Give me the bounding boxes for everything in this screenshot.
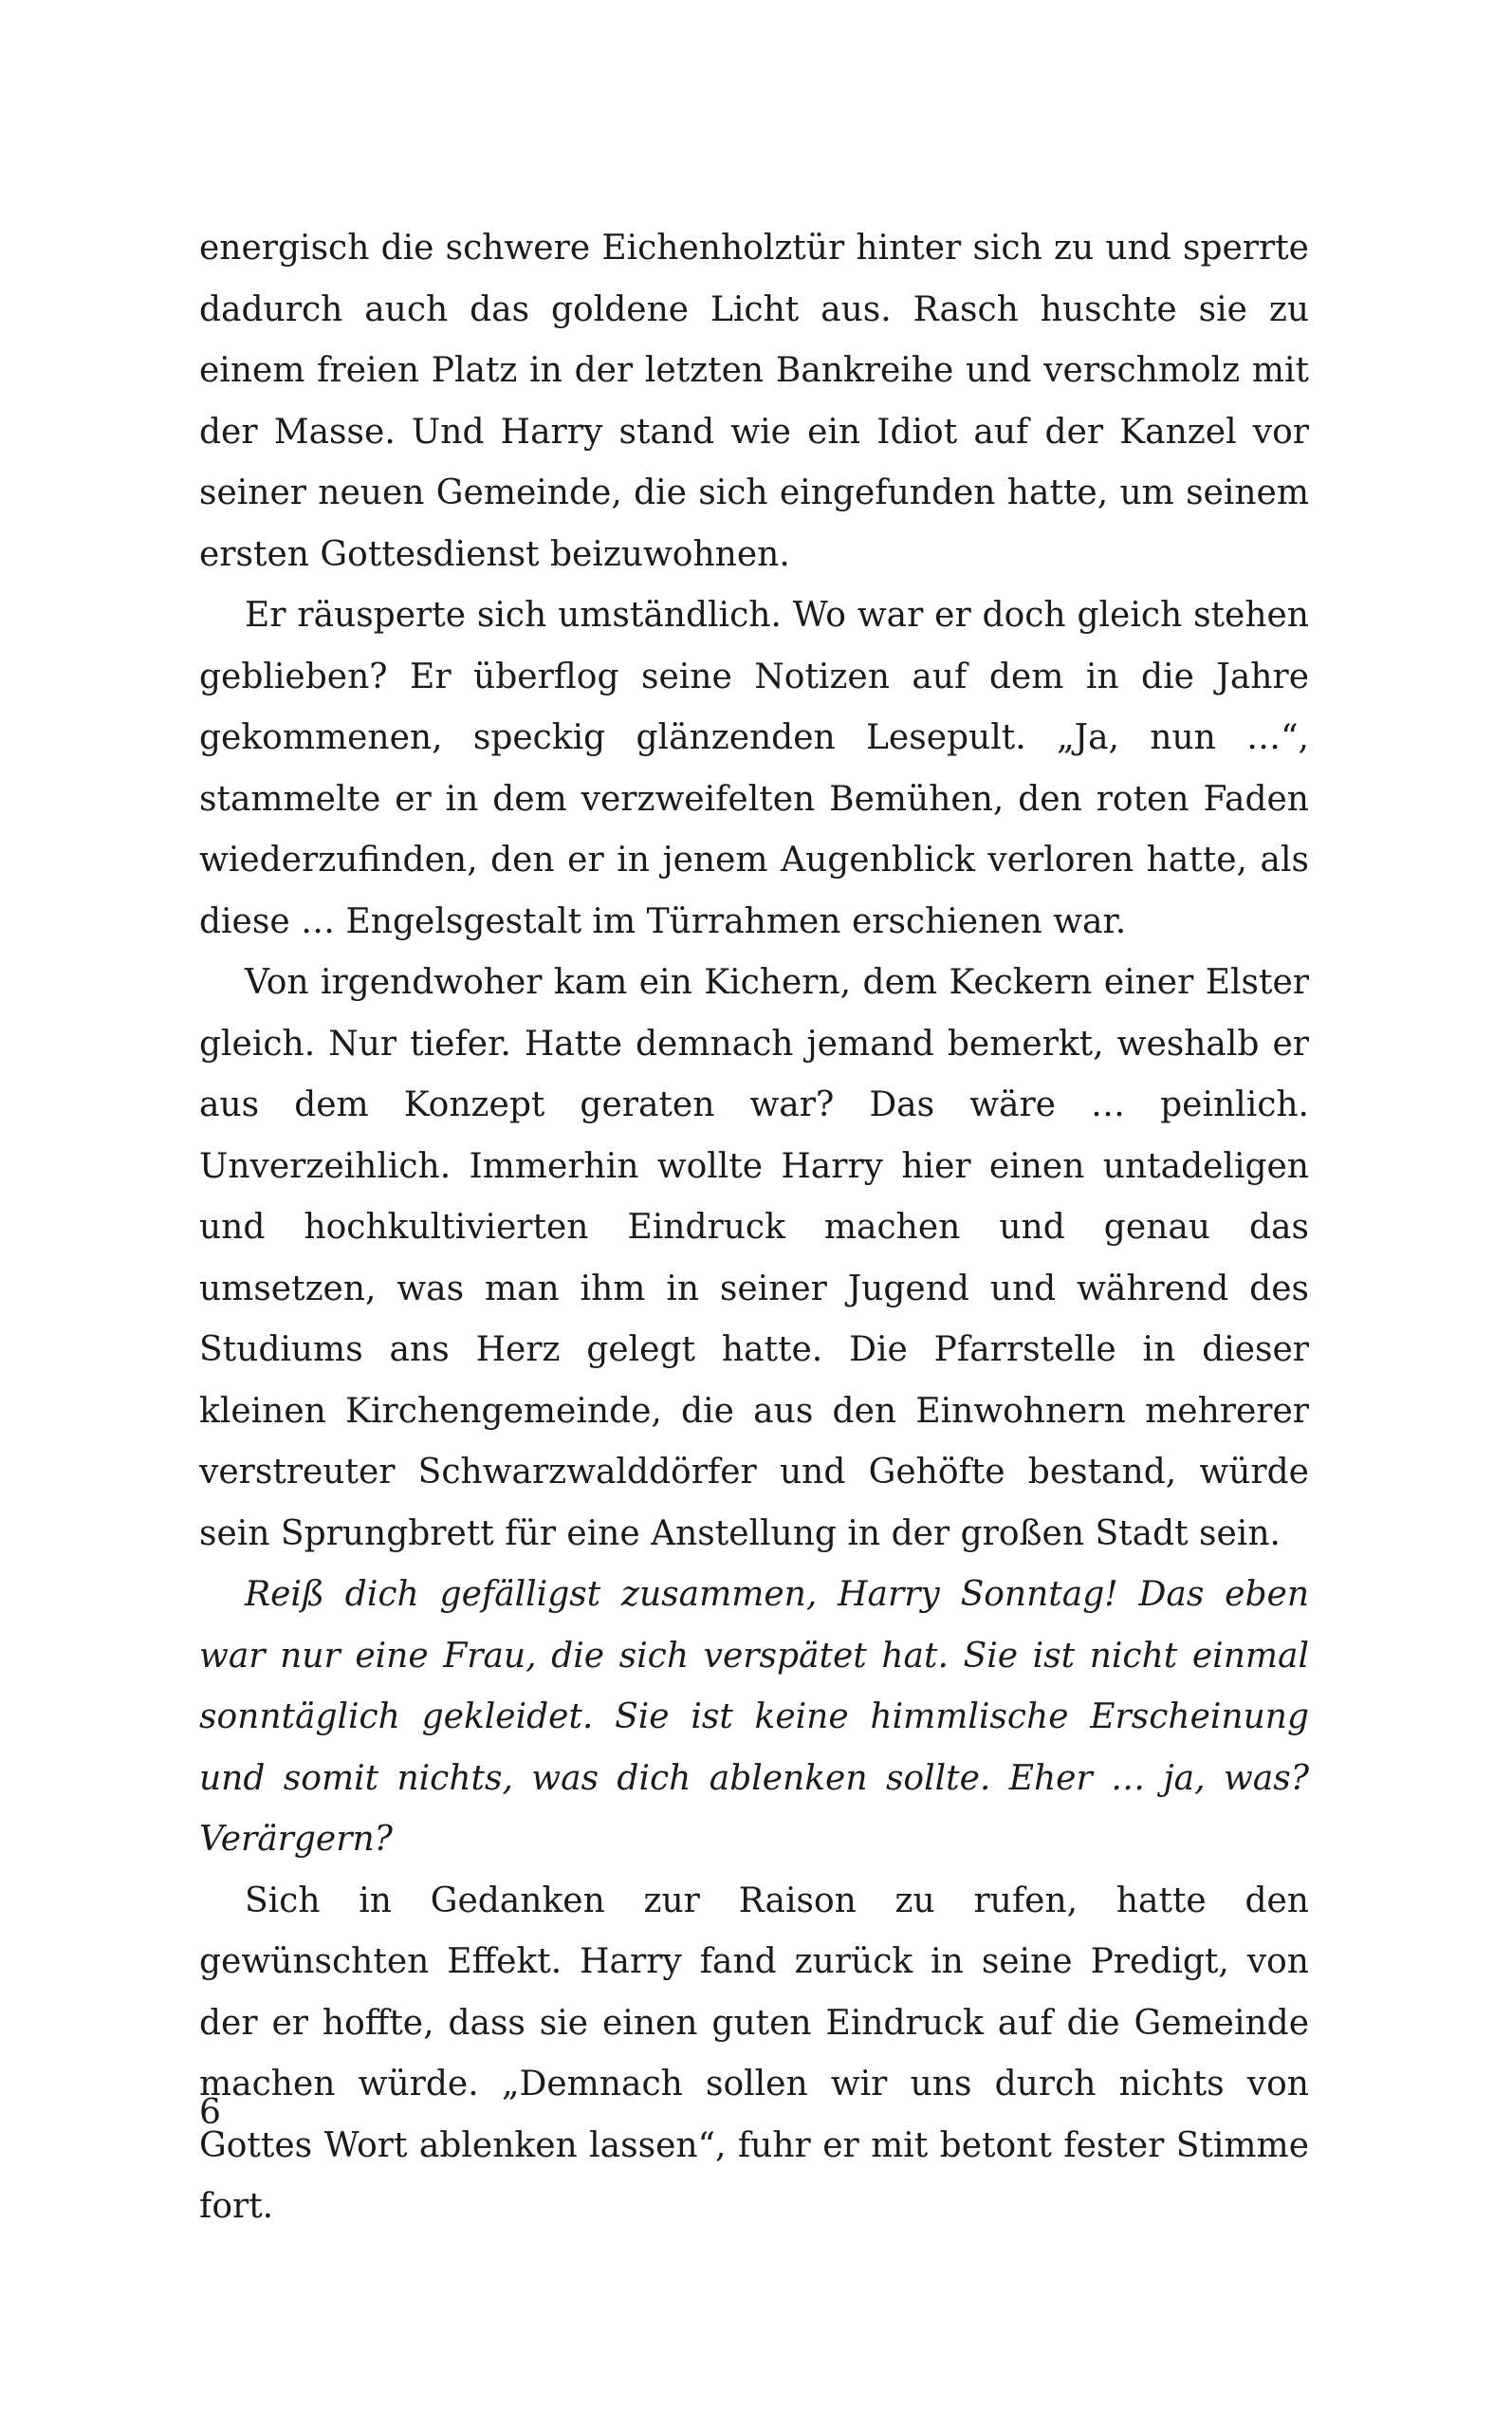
paragraph-5: Sich in Gedanken zur Raison zu rufen, hatte den gewünschten Effekt. Harry fand zurück in seine Predigt, von der er hoffte, dass sie einen guten Eindruck auf die Gemeinde machen würde. „Demnach sollen wir uns durch nichts von Gottes Wort ablenken lassen“, fuhr er mit betont fester Stimme fort. — [199, 1881, 1309, 2226]
body-text — [199, 218, 1309, 2238]
paragraph-3: Von irgendwoher kam ein Kichern, dem Keckern einer Elster gleich. Nur tiefer. Hatte demnach jemand bemerkt, weshalb er aus dem Konzept geraten war? Das wäre … peinlich. Unverzeihlich. Immerhin wollte Harry hier einen untadeligen und hochkultivierten Eindruck machen und genau das umsetzen, was man ihm in seiner Jugend und während des Studiums ans Herz gelegt hatte. Die Pfarrstelle in dieser kleinen Kirchengemeinde, die aus den Einwohnern mehrerer verstreuter Schwarzwalddörfer und Gehöfte bestand, würde sein Sprungbrett für eine Anstellung in der großen Stadt sein. — [199, 963, 1309, 1553]
paragraph-2: Er räusperte sich umständlich. Wo war er doch gleich stehen geblieben? Er überflog seine Notizen auf dem in die Jahre gekommenen, speckig glänzenden Lesepult. „Ja, nun …“, stammelte er in dem verzweifelten Bemühen, den roten Faden wiederzufinden, den er in jenem Augenblick verloren hatte, als diese … Engelsgestalt im Türrahmen erschienen war. — [199, 596, 1309, 941]
paragraph-4-inner-thought: Reiß dich gefälligst zusammen, Harry Sonntag! Das eben war nur eine Frau, die sich verspätet hat. Sie ist nicht einmal sonntäglich gekleidet. Sie ist keine himmlische Erscheinung und somit nichts, was dich ablenken sollte. Eher … ja, was? Verärgern? — [199, 1575, 1309, 1859]
page-number: 6 — [199, 2093, 221, 2132]
paragraph-1: energisch die schwere Eichenholztür hinter sich zu und sperrte dadurch auch das goldene Licht aus. Rasch huschte sie zu einem freien Platz in der letzten Bankreihe und verschmolz mit der Masse. Und Harry stand wie ein Idiot auf der Kanzel vor seiner neuen Gemeinde, die sich eingefunden hatte, um seinem ersten Gottesdienst beizuwohnen. — [199, 229, 1309, 574]
